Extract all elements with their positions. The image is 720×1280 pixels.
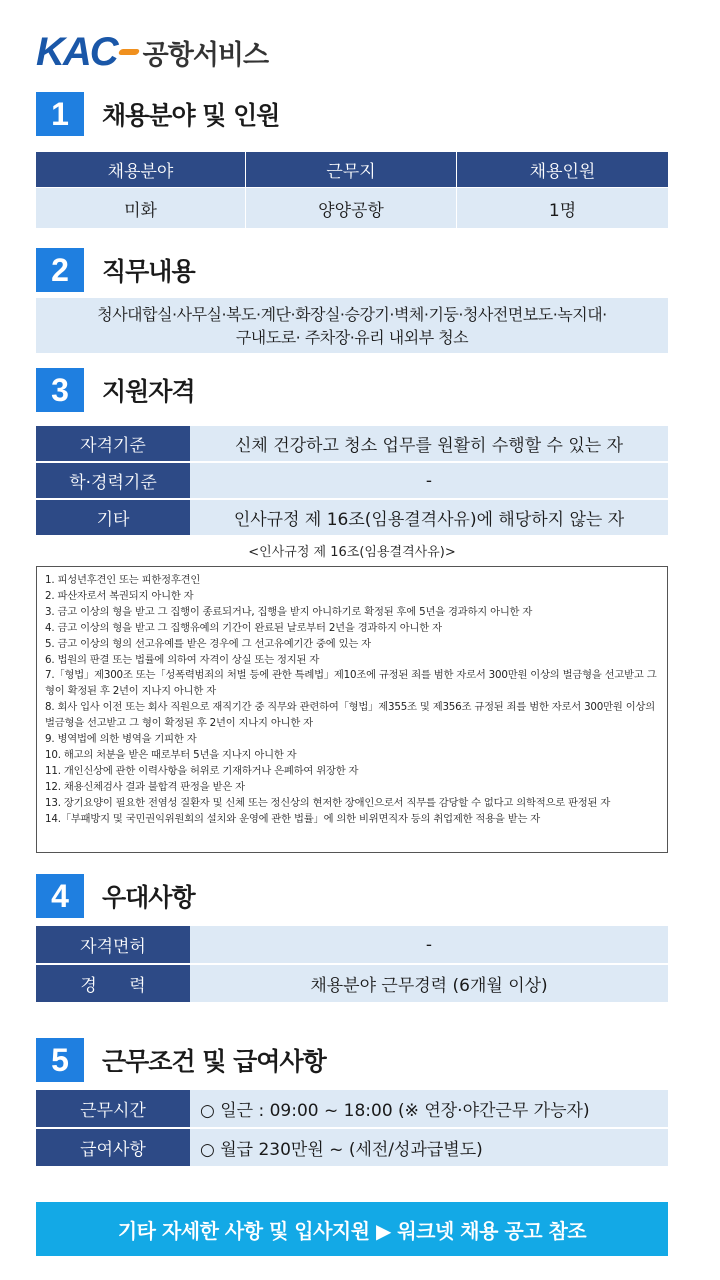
row-value: 인사규정 제 16조(임용결격사유)에 해당하지 않는 자 — [190, 500, 668, 535]
section-5-heading — [36, 1038, 326, 1082]
regulation-list — [36, 566, 668, 853]
table-row — [36, 500, 668, 535]
recruitment-table — [36, 152, 668, 228]
conditions-table — [36, 1090, 668, 1166]
section-number: 1 — [36, 92, 84, 136]
section-title: 우대사항 — [102, 883, 195, 912]
section-4-heading — [36, 874, 195, 918]
list-item: 2. 파산자로서 복권되지 아니한 자 — [45, 589, 194, 602]
section-title: 지원자격 — [102, 377, 195, 406]
list-item: 8. 회사 입사 이전 또는 회사 직원으로 재직기간 중 직무와 관련하여「형법」제355조 및 제356조 규정된 죄를 범한 자로서 300만원 이상의 벌금형을 선고받고 그 형이 확정된 후 2년이 지나지 아니한 자 — [45, 701, 655, 730]
row-value: ○ 월급 230만원 ~ (세전/성과급별도) — [190, 1129, 668, 1166]
qualification-table — [36, 426, 668, 535]
header-count: 채용인원 — [457, 152, 668, 187]
row-value: 채용분야 근무경력 (6개월 이상) — [190, 965, 668, 1002]
section-2-heading — [36, 248, 195, 292]
value-location: 양양공항 — [246, 188, 457, 228]
list-item: 14.「부패방지 및 국민권익위원회의 설치와 운영에 관한 법률」에 의한 비위면직자 등의 취업제한 적용을 받는 자 — [45, 812, 541, 825]
section-number: 4 — [36, 874, 84, 918]
duty-line: 청사대합실·사무실·복도·계단·화장실·승강기·벽체·기둥·청사전면보도·녹지대· — [97, 304, 607, 324]
table-row — [36, 1090, 668, 1127]
section-1-heading — [36, 92, 279, 136]
logo-swoosh — [118, 49, 140, 55]
table-row — [36, 965, 668, 1002]
section-3-heading — [36, 368, 195, 412]
list-item: 3. 금고 이상의 형을 받고 그 집행이 종료되거나, 집행을 받지 아니하기로 확정된 후에 5년을 경과하지 아니한 자 — [45, 605, 533, 618]
table-row — [36, 188, 668, 228]
list-item: 10. 해고의 처분을 받은 때로부터 5년을 지나지 아니한 자 — [45, 748, 297, 761]
row-label: 자격면허 — [36, 926, 190, 963]
header-location: 근무지 — [246, 152, 457, 187]
logo-brand: KAC — [36, 30, 117, 74]
row-value: - — [190, 926, 668, 963]
list-item: 13. 장기요양이 필요한 전염성 질환자 및 신체 또는 정신상의 현저한 장애인으로서 직무를 감당할 수 없다고 의학적으로 판정된 자 — [45, 796, 611, 809]
section-number: 2 — [36, 248, 84, 292]
section-title: 근무조건 및 급여사항 — [102, 1047, 326, 1076]
duty-line: 구내도로· 주차장·유리 내외부 청소 — [235, 327, 469, 347]
list-item: 9. 병역법에 의한 병역을 기피한 자 — [45, 733, 197, 746]
regulation-caption: <인사규정 제 16조(임용결격사유)> — [248, 545, 456, 560]
row-value: ○ 일근 : 09:00 ~ 18:00 (※ 연장·야간근무 가능자) — [190, 1090, 668, 1127]
row-value: - — [190, 463, 668, 498]
list-item: 1. 피성년후견인 또는 피한정후견인 — [45, 574, 201, 586]
company-logo — [36, 30, 268, 74]
row-label: 학·경력기준 — [36, 463, 190, 498]
section-title: 직무내용 — [102, 257, 195, 286]
section-title: 채용분야 및 인원 — [102, 101, 280, 130]
row-label: 경 력 — [36, 965, 190, 1002]
section-number: 3 — [36, 368, 84, 412]
value-count: 1명 — [457, 188, 668, 228]
table-header-row — [36, 152, 668, 188]
row-label: 자격기준 — [36, 426, 190, 461]
section-number: 5 — [36, 1038, 84, 1082]
list-item: 6. 법원의 판결 또는 법률에 의하여 자격이 상실 또는 정지된 자 — [45, 653, 320, 666]
list-item: 5. 금고 이상의 형의 선고유예를 받은 경우에 그 선고유예기간 중에 있는 자 — [45, 637, 371, 650]
table-row — [36, 926, 668, 963]
table-row — [36, 463, 668, 498]
row-label: 기타 — [36, 500, 190, 535]
table-row — [36, 1129, 668, 1166]
row-value: 신체 건강하고 청소 업무를 원활히 수행할 수 있는 자 — [190, 426, 668, 461]
logo-subtitle: 공항서비스 — [142, 39, 269, 71]
list-item: 11. 개인신상에 관한 이력사항을 허위로 기재하거나 은폐하여 위장한 자 — [45, 764, 359, 777]
value-field: 미화 — [36, 188, 246, 228]
duty-description — [36, 298, 668, 353]
application-banner[interactable]: 기타 자세한 사항 및 입사지원 ▶ 워크넷 채용 공고 참조 — [36, 1202, 668, 1256]
table-row — [36, 426, 668, 461]
list-item: 4. 금고 이상의 형을 받고 그 집행유예의 기간이 완료된 날로부터 2년을 경과하지 아니한 자 — [45, 621, 442, 634]
header-field: 채용분야 — [36, 152, 246, 187]
list-item: 7.「형법」제300조 또는「성폭력범죄의 처벌 등에 관한 특례법」제10조에 규정된 죄를 범한 자로서 300만원 이상의 벌금형을 선고받고 그 형이 확정된 후 2년이 지나지 아니한 자 — [45, 669, 657, 698]
preference-table — [36, 926, 668, 1002]
list-item: 12. 채용신체검사 결과 불합격 판정을 받은 자 — [45, 780, 245, 793]
row-label: 근무시간 — [36, 1090, 190, 1127]
row-label: 급여사항 — [36, 1129, 190, 1166]
